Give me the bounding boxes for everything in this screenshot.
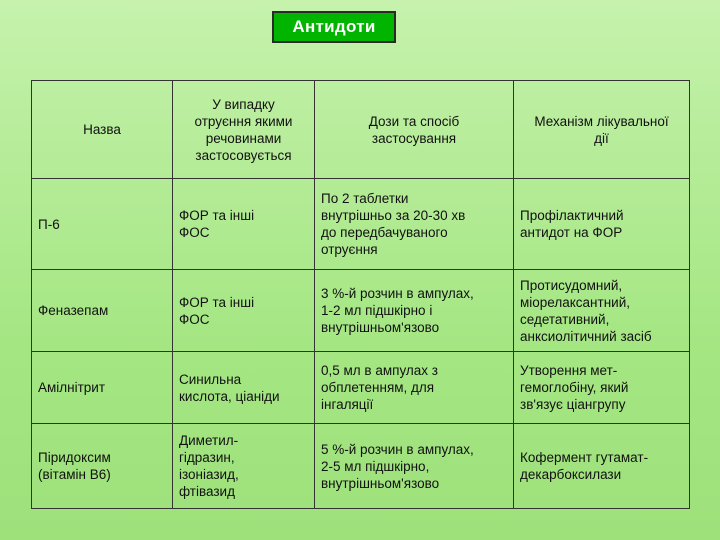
cell-dose: 3 %-й розчин в ампулах, 1-2 мл підшкірно і внутрішньом'язово — [315, 270, 514, 352]
cell-dose: 5 %-й розчин в ампулах, 2-5 мл підшкірно, внутрішньом'язово — [315, 424, 514, 509]
cell-mechanism: Утворення мет- гемоглобіну, який зв'язує ціангрупу — [514, 352, 690, 424]
table-row — [32, 270, 690, 352]
header-poisoning-case: У випадку отруєння якими речовинами застосовується — [173, 81, 315, 179]
cell-name: Феназепам — [32, 270, 173, 352]
cell-dose: 0,5 мл в ампулах з обплетенням, для інгаляції — [315, 352, 514, 424]
cell-poisoning-case: Синильна кислота, ціаніди — [173, 352, 315, 424]
cell-poisoning-case: ФОР та інші ФОС — [173, 270, 315, 352]
cell-mechanism: Кофермент гутамат- декарбоксилази — [514, 424, 690, 509]
table-row — [32, 352, 690, 424]
table-header-row — [32, 81, 690, 179]
cell-name: Піридоксим (вітамін В6) — [32, 424, 173, 509]
slide-title: Антидоти — [272, 11, 396, 43]
cell-poisoning-case: Диметил- гідразин, ізоніазид, фтівазид — [173, 424, 315, 509]
header-mechanism: Механізм лікувальної дії — [514, 81, 690, 179]
antidotes-table — [31, 80, 690, 509]
cell-name: Амілнітрит — [32, 352, 173, 424]
header-dose-method: Дози та спосіб застосування — [315, 81, 514, 179]
cell-poisoning-case: ФОР та інші ФОС — [173, 179, 315, 270]
cell-name: П-6 — [32, 179, 173, 270]
cell-mechanism: Протисудомний, міорелаксантний, седетативний, анксиолітичний засіб — [514, 270, 690, 352]
table-row — [32, 179, 690, 270]
table-row — [32, 424, 690, 509]
header-name: Назва — [32, 81, 173, 179]
cell-dose: По 2 таблетки внутрішньо за 20-30 хв до передбачуваного отруєння — [315, 179, 514, 270]
cell-mechanism: Профілактичний антидот на ФОР — [514, 179, 690, 270]
